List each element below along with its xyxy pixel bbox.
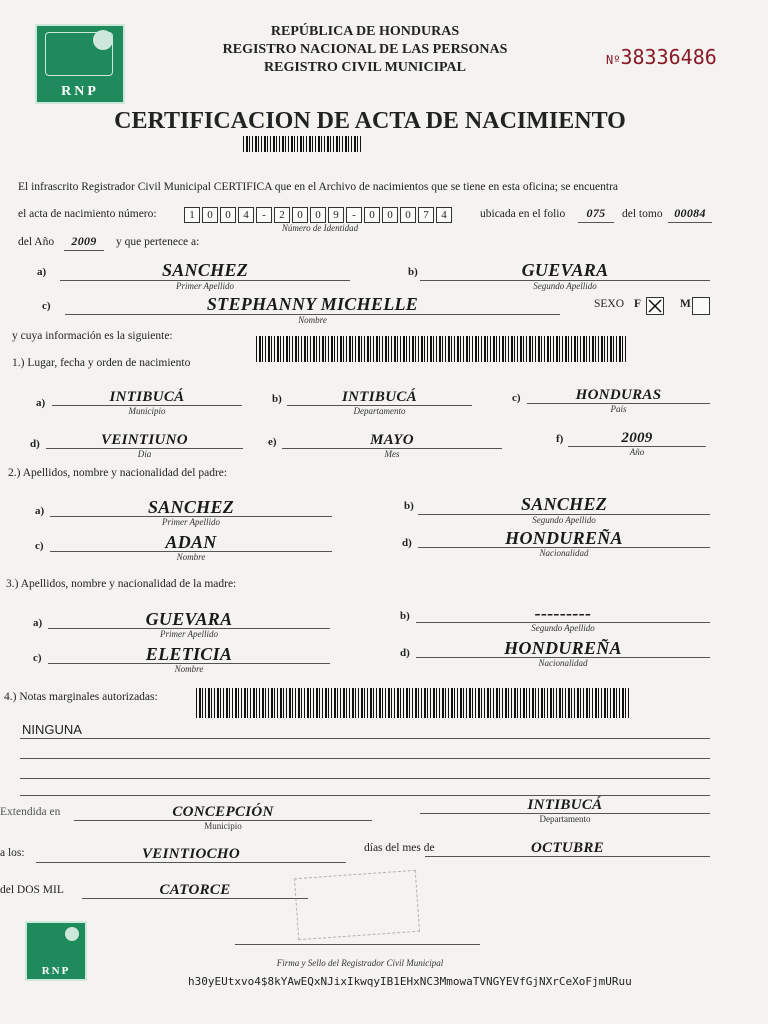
folio-label: ubicada en el folio: [480, 208, 566, 220]
id-digit-box: -: [256, 207, 272, 223]
header-line-2: REGISTRO NACIONAL DE LAS PERSONAS: [222, 42, 508, 57]
s1-mes-caption: Mes: [384, 449, 400, 459]
rnp-logo-footer: [25, 921, 87, 981]
info-label: y cuya información es la siguiente:: [12, 330, 173, 342]
intro-text: El infrascrito Registrador Civil Municipal CERTIFICA que en el Archivo de nacimientos que se tiene en esta oficina; se encuentra: [18, 181, 619, 193]
s1-pais-caption: País: [610, 404, 627, 414]
id-digit-box: 9: [328, 207, 344, 223]
s1-municipio-caption: Municipio: [128, 406, 166, 416]
footer-dias-value: VEINTIOCHO: [141, 846, 241, 862]
label-b: b): [408, 266, 418, 278]
tomo-label: del tomo: [622, 208, 663, 220]
s1-municipio-value: INTIBUCÁ: [109, 389, 185, 405]
s2-segundo-apellido-caption: Segundo Apellido: [532, 515, 596, 525]
title-barcode: [243, 136, 363, 152]
s1-anio-value: 2009: [621, 430, 653, 446]
firma-caption: Firma y Sello del Registrador Civil Municipal: [276, 958, 444, 968]
folio-value: 075: [586, 206, 606, 220]
sexo-m-label: M: [680, 298, 691, 310]
acta-label: el acta de nacimiento número:: [18, 208, 157, 220]
section2-title: 2.) Apellidos, nombre y nacionalidad del padre:: [8, 467, 228, 479]
logo-footer-circle-icon: [65, 927, 79, 941]
section4-barcode: [196, 688, 630, 718]
header-line-3: REGISTRO CIVIL MUNICIPAL: [264, 60, 466, 75]
anio-value: 2009: [71, 234, 97, 248]
id-digit-box: 0: [400, 207, 416, 223]
footer-municipio-value: CONCEPCIÓN: [172, 804, 274, 820]
nombre-caption: Nombre: [298, 315, 327, 325]
id-digit-box: 2: [274, 207, 290, 223]
check-x-icon: [647, 298, 663, 314]
s1-anio-caption: Año: [629, 447, 645, 457]
document-title: CERTIFICACION DE ACTA DE NACIMIENTO: [114, 108, 626, 134]
label-a: a): [37, 266, 47, 278]
s2-primer-apellido-value: SANCHEZ: [147, 497, 235, 517]
s1-dia-caption: Día: [137, 449, 152, 459]
los-label: a los:: [0, 847, 25, 859]
pertenece-label: y que pertenece a:: [116, 236, 200, 248]
serial-value: 38336486: [620, 45, 717, 69]
id-digit-box: 1: [184, 207, 200, 223]
s3-segundo-apellido-value: ---------: [534, 603, 592, 623]
id-digit-box: 7: [418, 207, 434, 223]
s2-nacionalidad-caption: Nacionalidad: [539, 548, 589, 558]
rnp-logo: [35, 24, 125, 104]
dias-label: días del mes de: [364, 842, 435, 854]
id-digit-box: 0: [292, 207, 308, 223]
segundo-apellido-value: GUEVARA: [521, 260, 609, 280]
sexo-f-label: F: [634, 298, 642, 310]
verification-hash: h30yEUtxvo4$8kYAwEQxNJixIkwqyIB1EHxNC3MmowaTVNGYEVfGjNXrCeXoFjmURuu: [188, 975, 632, 988]
s3-primer-apellido-value: GUEVARA: [145, 609, 233, 629]
logo-circle-icon: [93, 30, 113, 50]
label-c: c): [42, 300, 51, 312]
section4-title: 4.) Notas marginales autorizadas:: [4, 691, 158, 703]
section1-barcode: [256, 336, 626, 362]
id-digit-box: 4: [436, 207, 452, 223]
footer-mes-value: OCTUBRE: [531, 840, 604, 856]
serial-number: [606, 45, 717, 69]
id-digit-box: -: [346, 207, 362, 223]
s3-nacionalidad-value: HONDUREÑA: [504, 638, 622, 658]
s2-nacionalidad-value: HONDUREÑA: [505, 528, 623, 548]
sexo-m-checkbox[interactable]: [692, 297, 710, 315]
s1-departamento-value: INTIBUCÁ: [342, 389, 417, 405]
id-digit-box: 0: [202, 207, 218, 223]
footer-anio-value: CATORCE: [159, 882, 231, 898]
s1-dia-value: VEINTIUNO: [101, 432, 188, 448]
header-line-1: REPÚBLICA DE HONDURAS: [270, 24, 460, 39]
s1-departamento-caption: Departamento: [353, 406, 406, 416]
extendida-label: Extendida en: [0, 806, 61, 818]
s3-nombre-caption: Nombre: [174, 664, 204, 674]
section3-title: 3.) Apellidos, nombre y nacionalidad de la madre:: [6, 578, 237, 590]
logo-footer-text: RNP: [41, 965, 71, 977]
footer-departamento-value: INTIBUCÁ: [527, 797, 603, 813]
id-number-boxes: [184, 205, 454, 223]
s3-primer-apellido-caption: Primer Apellido: [159, 629, 219, 639]
id-digit-box: 0: [364, 207, 380, 223]
section1-title: 1.) Lugar, fecha y orden de nacimiento: [12, 357, 191, 369]
footer-municipio-caption: Municipio: [204, 821, 242, 831]
dosmil-label: del DOS MIL: [0, 884, 64, 896]
s3-segundo-apellido-caption: Segundo Apellido: [531, 623, 595, 633]
id-digit-box: 0: [220, 207, 236, 223]
id-digit-box: 4: [238, 207, 254, 223]
s2-segundo-apellido-value: SANCHEZ: [520, 494, 608, 514]
primer-apellido-value: SANCHEZ: [161, 260, 249, 280]
s1-pais-value: HONDURAS: [575, 387, 662, 403]
s2-nombre-value: ADAN: [165, 532, 217, 552]
official-stamp: [294, 870, 420, 940]
id-digit-box: 0: [310, 207, 326, 223]
footer-departamento-caption: Departamento: [539, 814, 591, 824]
s2-nombre-caption: Nombre: [176, 552, 206, 562]
primer-apellido-caption: Primer Apellido: [175, 281, 235, 291]
sexo-label: SEXO: [594, 298, 625, 310]
id-caption: Número de Identidad: [281, 223, 359, 233]
tomo-value: 00084: [674, 206, 706, 220]
s3-nacionalidad-caption: Nacionalidad: [538, 658, 588, 668]
anio-label: del Año: [18, 236, 55, 248]
s3-nombre-value: ELETICIA: [145, 644, 233, 664]
logo-text: RNP: [61, 84, 99, 99]
serial-prefix: Nº: [606, 53, 621, 67]
id-digit-box: 0: [382, 207, 398, 223]
notas-value: NINGUNA: [22, 722, 82, 737]
segundo-apellido-caption: Segundo Apellido: [533, 281, 597, 291]
nombre-value: STEPHANNY MICHELLE: [206, 294, 419, 314]
s1-mes-value: MAYO: [370, 432, 414, 448]
sexo-f-checkbox[interactable]: [646, 297, 664, 315]
s2-primer-apellido-caption: Primer Apellido: [161, 517, 221, 527]
